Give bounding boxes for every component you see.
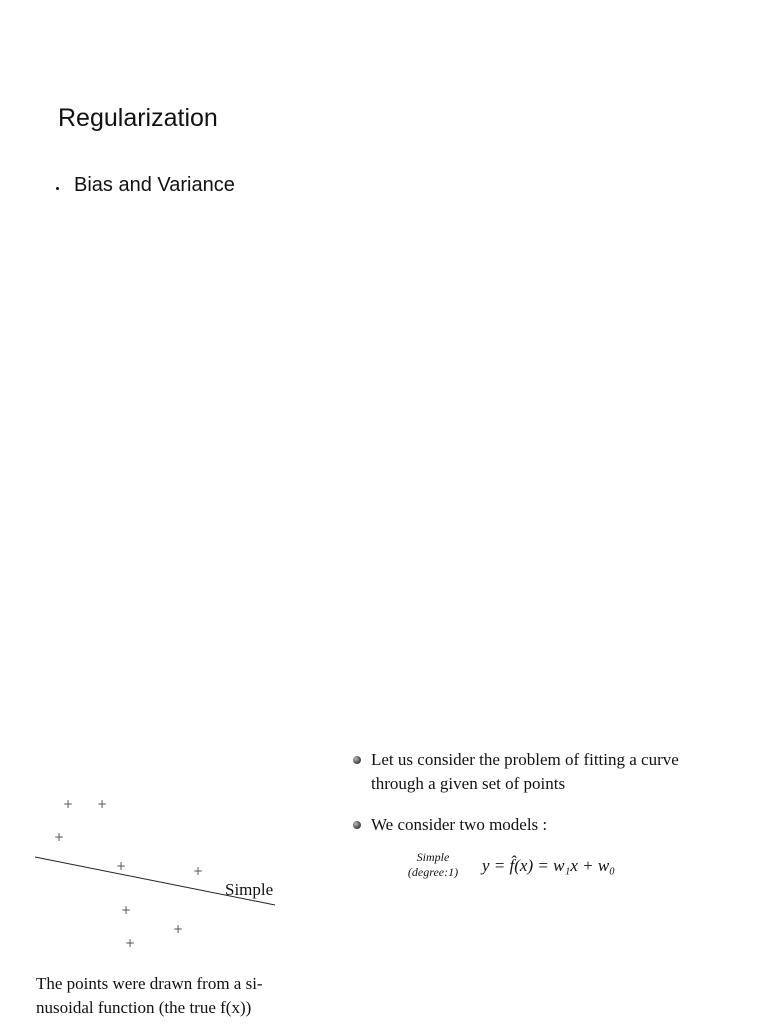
list-item-text: through a given set of points: [371, 774, 566, 793]
data-point-marker: +: [53, 830, 65, 844]
bullet-text: Bias and Variance: [74, 174, 235, 196]
model-equation: y = f̂(x) = w₁x + w₀: [482, 856, 616, 875]
list-item-text: Let us consider the problem of fitting a curve: [371, 750, 679, 769]
list-item: [352, 748, 752, 796]
data-point-marker: +: [62, 797, 74, 811]
figure-caption: [36, 972, 316, 1020]
data-point-marker: +: [172, 922, 184, 936]
scatter-figure: [30, 780, 290, 960]
list-item: [352, 813, 752, 837]
caption-line: nusoidal function (the true f(x)): [36, 998, 252, 1017]
explanation-list: [352, 748, 752, 837]
line-label: Simple: [225, 880, 274, 899]
bullet-dot-icon: [56, 187, 59, 190]
model-degree: (degree:1): [407, 865, 459, 879]
data-point-marker: +: [192, 864, 204, 878]
model-name: Simple: [416, 850, 450, 864]
bullet-dot-icon: [353, 756, 361, 764]
data-point-marker: +: [115, 859, 127, 873]
slide-title: Regularization: [58, 104, 218, 132]
caption-line: The points were drawn from a si-: [36, 974, 263, 993]
model-label: [398, 850, 468, 880]
data-point-marker: +: [96, 797, 108, 811]
bullet-dot-icon: [353, 821, 361, 829]
data-point-marker: +: [124, 936, 136, 950]
data-point-marker: +: [120, 903, 132, 917]
list-item-text: We consider two models :: [371, 815, 548, 834]
